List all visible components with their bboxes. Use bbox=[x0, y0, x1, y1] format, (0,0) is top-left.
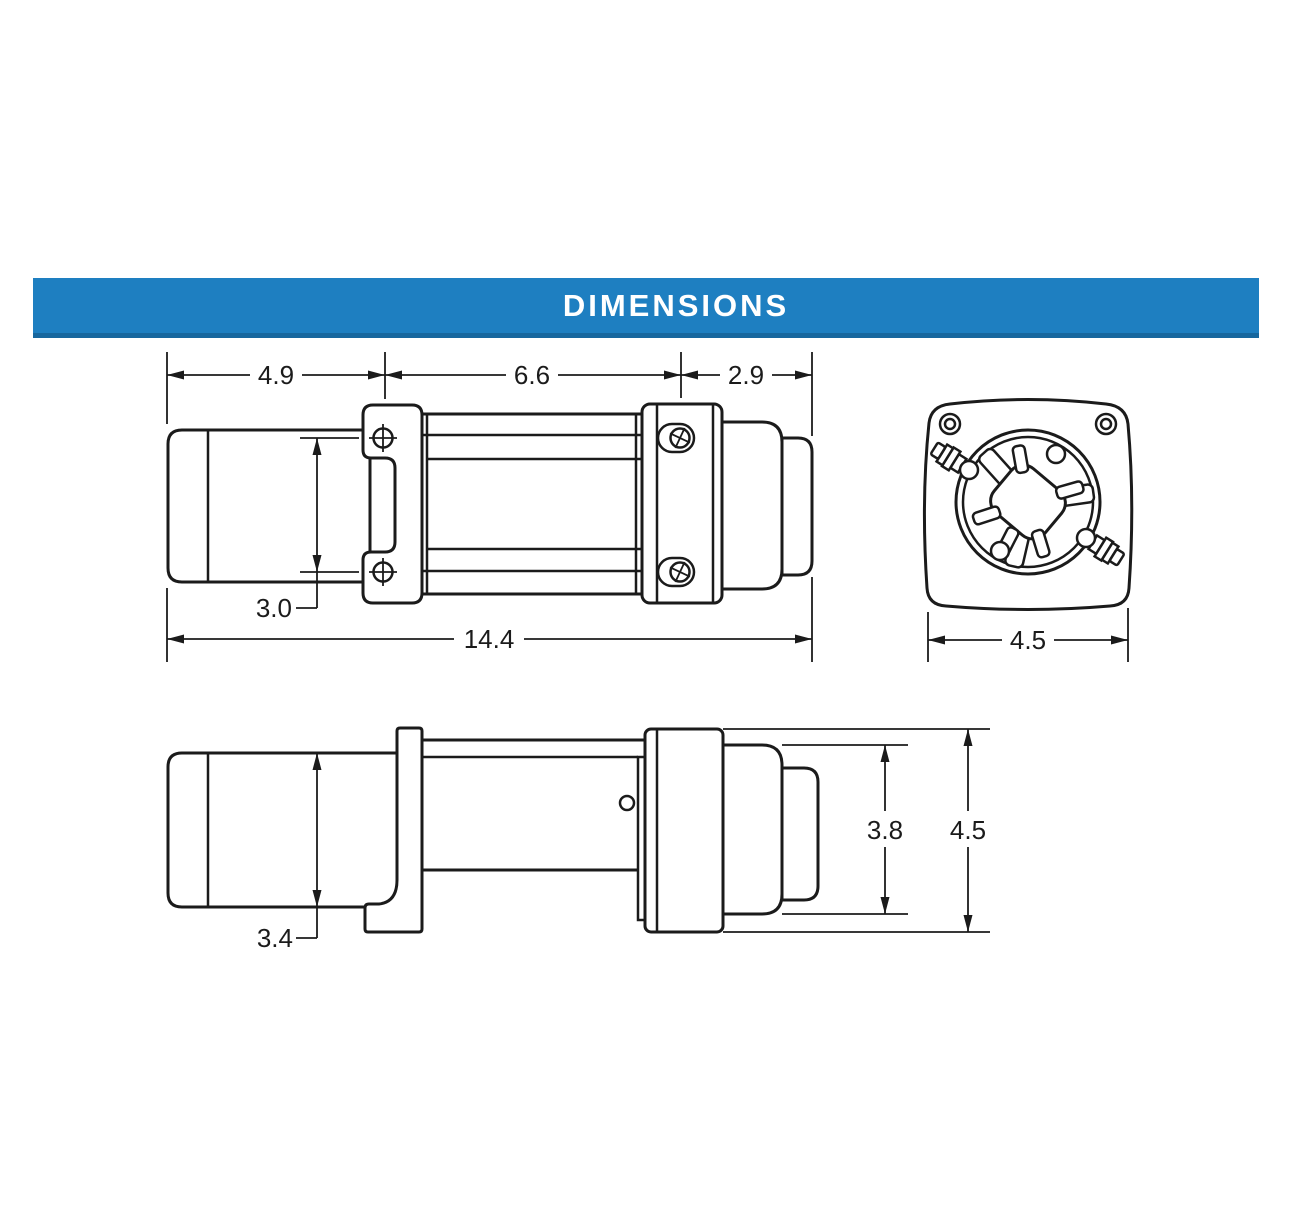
plate-bolt-right bbox=[1096, 414, 1116, 434]
dim-label-overall-length: 14.4 bbox=[463, 624, 515, 654]
dim-label-end-width: 4.5 bbox=[1009, 625, 1047, 655]
dim-label-motor-height: 3.4 bbox=[256, 923, 293, 953]
gear-plate-top bbox=[642, 404, 722, 603]
winch-drum-side bbox=[422, 740, 645, 870]
dim-label-gear-length: 2.9 bbox=[727, 360, 765, 390]
dim-label-housing-height: 3.8 bbox=[866, 815, 904, 845]
winch-motor-top bbox=[168, 430, 370, 582]
dim-label-bolt-spacing: 3.0 bbox=[255, 593, 292, 623]
dim-overall-length bbox=[167, 624, 812, 654]
gear-housing-top bbox=[722, 422, 782, 589]
dim-label-drum-length: 6.6 bbox=[513, 360, 551, 390]
winch-drum-top bbox=[422, 414, 642, 594]
dim-end-width bbox=[928, 608, 1128, 662]
top-view-drawing bbox=[167, 352, 812, 662]
end-cap-top bbox=[782, 438, 812, 575]
dim-label-overall-height: 4.5 bbox=[949, 815, 987, 845]
drain-hole bbox=[620, 796, 634, 810]
banner-title: DIMENSIONS bbox=[562, 287, 790, 323]
dim-label-motor-length: 4.9 bbox=[257, 360, 295, 390]
end-view-drawing bbox=[924, 400, 1131, 663]
mounting-bracket-top bbox=[363, 405, 422, 603]
gear-housing-side bbox=[723, 745, 782, 914]
gear-plate-side bbox=[645, 729, 723, 932]
drum-face bbox=[956, 430, 1100, 574]
end-cap-side bbox=[782, 768, 818, 900]
winch-motor-side bbox=[168, 753, 397, 907]
side-view-drawing bbox=[168, 728, 991, 953]
plate-bolt-left bbox=[940, 414, 960, 434]
